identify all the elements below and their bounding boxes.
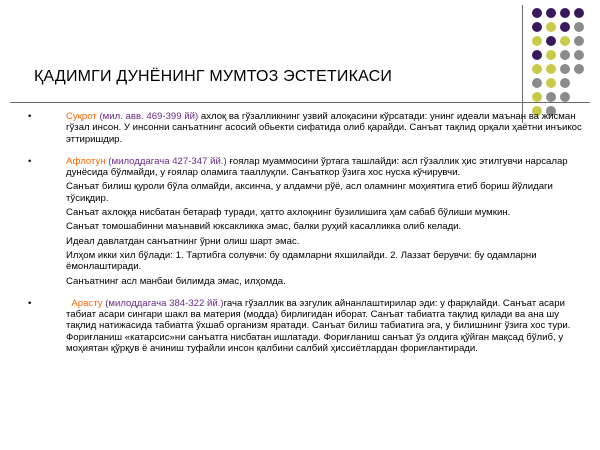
decorative-dot — [532, 64, 542, 74]
decorative-dot — [560, 92, 570, 102]
list-item-aflotun — [0, 156, 600, 287]
decorative-dot — [546, 22, 556, 32]
decorative-dot — [560, 8, 570, 18]
decorative-dot — [532, 36, 542, 46]
paragraph: Санъат томошабинни маънавий юксакликка эмас, балки руҳий касалликка олиб келади. — [66, 221, 462, 233]
decorative-dot — [532, 22, 542, 32]
philosopher-name: Афлотун — [66, 155, 106, 167]
decorative-dot — [560, 78, 570, 88]
decorative-dot — [532, 92, 542, 102]
decorative-dot — [560, 64, 570, 74]
paragraph: Идеал давлатдан санъатнинг ўрни олиш шарт эмас. — [66, 235, 300, 247]
philosopher-name: Суқрот — [66, 111, 97, 122]
decorative-dot — [532, 50, 542, 60]
decorative-dot — [574, 92, 584, 102]
list-item-arastu — [0, 298, 600, 354]
bullet: • — [28, 297, 32, 309]
decorative-dot — [546, 92, 556, 102]
decorative-dot — [574, 22, 584, 32]
philosopher-dates: (милоддагача 384-322 йй.) — [105, 297, 224, 309]
paragraph: Санъат ахлоққа нисбатан бетараф туради, ҳатто ахлоқнинг бузилишига ҳам сабаб бўлиши мумкин. — [66, 207, 511, 219]
philosopher-name: Арасту — [71, 297, 103, 309]
decorative-dot — [532, 8, 542, 18]
item-text — [66, 156, 586, 179]
decorative-dot — [546, 64, 556, 74]
decorative-dot — [532, 78, 542, 88]
item-lead-text: ахлоқ ва гўзалликнинг узвий алоқасини кўрсатади: унинг идеали маънан ва жисман гўзал инсон. У инсонни санъатнинг асосий обьекти сифатида олиб қарайди. Санъат тақлид орқали ҳаётни инъикос эттиришдир. — [66, 111, 582, 145]
decorative-dot — [560, 22, 570, 32]
paragraph: Санъат билиш қуроли бўла олмайди, аксинча, у алдамчи рўё, асл оламнинг моҳиятига етиб бориш йўлидаги тўсиқдир. — [66, 181, 553, 204]
decorative-dot-grid — [532, 8, 584, 116]
decorative-dot — [560, 36, 570, 46]
content-list — [0, 111, 600, 357]
item-lead-text: гача гўзаллик ва эзгулик айнанлаштирилар эди: у фарқлайди. Санъат асари табиат асари сингари шакл ва материя (модда) бирлигидан иборат. Санъат табиатга тақлид қилади ва ана шу тақлид натижасида табиатга ўхшаб организм яратади. Санъат билиш табиатига эга, у билишнинг ўзига хос тури. Фориғланиш «катарсис»ни санъатга нисбатан ишлатади. Фориғланиш санъат ўз олдига қўйган мақсад бўлиб, у моҳиятан қўрқув ё ачиниш туфайли инсон қалбини салбий ҳиссиётлардан фориғлантиради. — [66, 297, 571, 355]
item-lead-text: ғоялар муаммосини ўртага ташлайди: асл гўзаллик ҳис этилгувчи нарсалар дунёсида бўлмайди, у ғоялар оламига тааллуқли. Санъаткор ўзига хос нусха кўчирувчи. — [66, 155, 568, 179]
decorative-dot — [574, 8, 584, 18]
decorative-dot — [546, 78, 556, 88]
decorative-dot — [574, 50, 584, 60]
vertical-divider — [522, 5, 523, 123]
philosopher-dates: (милоддагача 427-347 йй.) — [108, 155, 227, 167]
item-text — [66, 298, 586, 354]
item-text — [66, 111, 586, 145]
decorative-dot — [574, 64, 584, 74]
decorative-dot — [574, 78, 584, 88]
decorative-dot — [574, 36, 584, 46]
philosopher-dates: (мил. авв. 469-399 йй) — [99, 111, 199, 122]
horizontal-divider — [10, 102, 590, 103]
paragraph: Санъатнинг асл манбаи билимда эмас, илҳомда. — [66, 275, 286, 287]
paragraph: Илҳом икки хил бўлади: 1. Тартибга солувчи: бу одамларни яхшилайди. 2. Лаззат берувчи: бу одамларни ёмонлаштиради. — [66, 249, 537, 273]
page-title: ҚАДИМГИ ДУНЁНИНГ МУМТОЗ ЭСТЕТИКАСИ — [34, 68, 393, 85]
decorative-dot — [560, 50, 570, 60]
list-item-suqrot — [0, 111, 600, 145]
decorative-dot — [546, 36, 556, 46]
bullet: • — [28, 155, 32, 167]
decorative-dot — [546, 8, 556, 18]
decorative-dot — [546, 50, 556, 60]
bullet: • — [28, 111, 32, 122]
